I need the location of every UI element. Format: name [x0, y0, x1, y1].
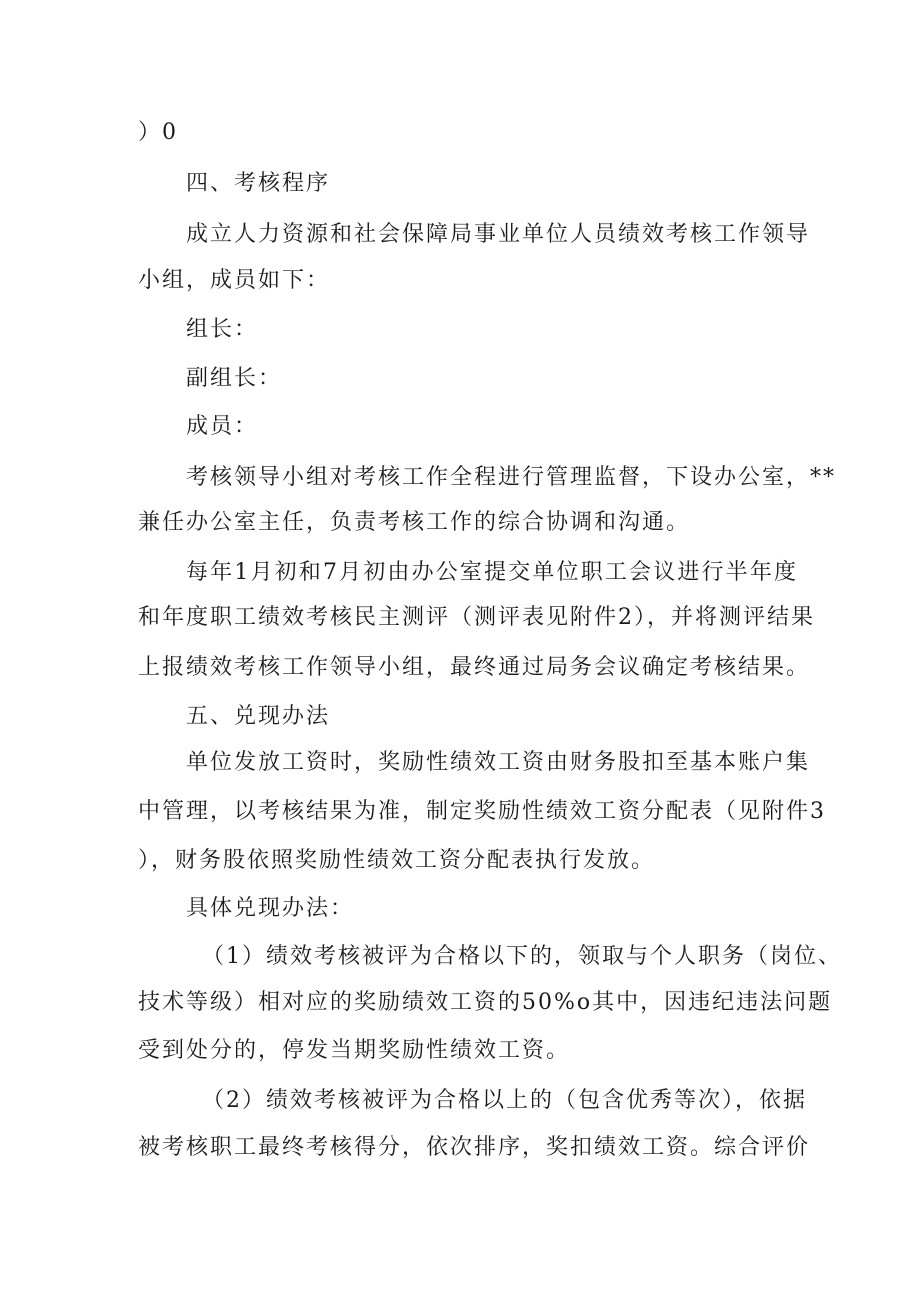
text-line: 兼任办公室主任，负责考核工作的综合协调和沟通。	[138, 510, 691, 535]
text-line: 技术等级）相对应的奖励绩效工资的50%o其中，因违纪违法问题	[138, 990, 833, 1015]
text-line: 单位发放工资时，奖励性绩效工资由财务股扣至基本账户集	[186, 750, 811, 775]
text-line: 受到处分的，停发当期奖励性绩效工资。	[138, 1038, 571, 1063]
text-line: 小组，成员如下：	[138, 268, 331, 293]
text-line: （2）绩效考核被评为合格以上的（包含优秀等次），依据	[202, 1088, 807, 1113]
text-line: 成立人力资源和社会保障局事业单位人员绩效考核工作领导	[186, 222, 811, 247]
text-line: 中管理，以考核结果为准，制定奖励性绩效工资分配表（见附件3	[138, 799, 826, 824]
text-line: ）0	[138, 120, 178, 145]
text-line: ），财务股依照奖励性绩效工资分配表执行发放。	[138, 848, 656, 873]
text-line: 具体兑现办法：	[186, 896, 355, 921]
text-line: 组长：	[186, 317, 259, 342]
text-line: 和年度职工绩效考核民主测评（测评表见附件2），并将测评结果	[138, 605, 815, 630]
text-line: 成员：	[186, 414, 259, 439]
section-heading: 五、兑现办法	[186, 704, 331, 729]
section-heading: 四、考核程序	[186, 171, 331, 196]
text-line: （1）绩效考核被评为合格以下的，领取与个人职务（岗位、	[202, 944, 842, 969]
text-line: 被考核职工最终考核得分，依次排序，奖扣绩效工资。综合评价	[138, 1135, 811, 1160]
text-line: 考核领导小组对考核工作全程进行管理监督，下设办公室，**	[186, 465, 837, 490]
text-line: 副组长：	[186, 366, 283, 391]
text-line: 每年1月初和7月初由办公室提交单位职工会议进行半年度	[186, 560, 798, 585]
text-line: 上报绩效考核工作领导小组，最终通过局务会议确定考核结果。	[138, 655, 811, 680]
